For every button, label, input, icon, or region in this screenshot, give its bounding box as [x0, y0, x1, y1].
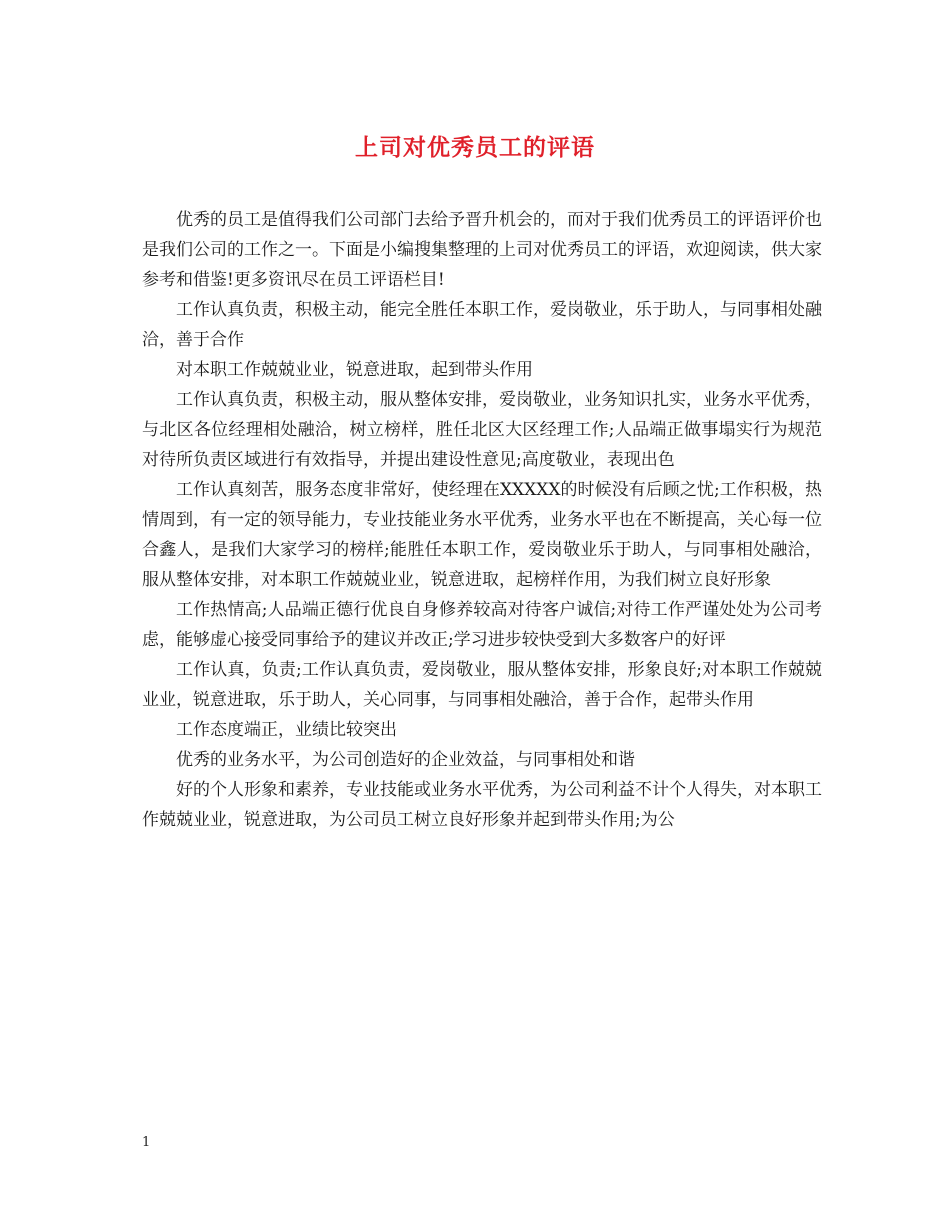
paragraph-comment-1: 工作认真负责，积极主动，能完全胜任本职工作，爱岗敬业，乐于助人，与同事相处融洽，善于合作 [142, 300, 822, 350]
paragraph-comment-2: 对本职工作兢兢业业，锐意进取，起到带头作用 [176, 360, 533, 380]
paragraph-comment-7: 工作态度端正，业绩比较突出 [176, 720, 397, 740]
paragraph-comment-9: 好的个人形象和素养，专业技能或业务水平优秀，为公司利益不计个人得失，对本职工作兢兢业业，锐意进取，为公司员工树立良好形象并起到带头作用;为公 [142, 780, 822, 830]
paragraph-intro: 优秀的员工是值得我们公司部门去给予晋升机会的，而对于我们优秀员工的评语评价也是我们公司的工作之一。下面是小编搜集整理的上司对优秀员工的评语，欢迎阅读，供大家参考和借鉴!更多资讯尽在员工评语栏目! [142, 210, 822, 290]
document-title: 上司对优秀员工的评语 [355, 134, 595, 161]
paragraph-comment-6: 工作认真，负责;工作认真负责，爱岗敬业，服从整体安排，形象良好;对本职工作兢兢业业，锐意进取，乐于助人，关心同事，与同事相处融洽，善于合作，起带头作用 [142, 660, 822, 710]
document-body [142, 205, 822, 835]
page-number: 1 [142, 1135, 151, 1150]
paragraph-comment-4: 工作认真刻苦，服务态度非常好，使经理在XXXXX的时候没有后顾之忧;工作积极，热情周到，有一定的领导能力，专业技能业务水平优秀，业务水平也在不断提高，关心每一位合鑫人，是我们大家学习的榜样;能胜任本职工作，爱岗敬业乐于助人，与同事相处融洽，服从整体安排，对本职工作兢兢业业，锐意进取，起榜样作用，为我们树立良好形象 [142, 480, 822, 590]
paragraph-comment-3: 工作认真负责，积极主动，服从整体安排，爱岗敬业，业务知识扎实，业务水平优秀，与北区各位经理相处融洽，树立榜样，胜任北区大区经理工作;人品端正做事塌实行为规范对待所负责区域进行有效指导，并提出建设性意见;高度敬业，表现出色 [142, 390, 822, 470]
paragraph-comment-8: 优秀的业务水平，为公司创造好的企业效益，与同事相处和谐 [176, 750, 635, 770]
paragraph-comment-5: 工作热情高;人品端正德行优良自身修养较高对待客户诚信;对待工作严谨处处为公司考虑，能够虚心接受同事给予的建议并改正;学习进步较快受到大多数客户的好评 [142, 600, 822, 650]
